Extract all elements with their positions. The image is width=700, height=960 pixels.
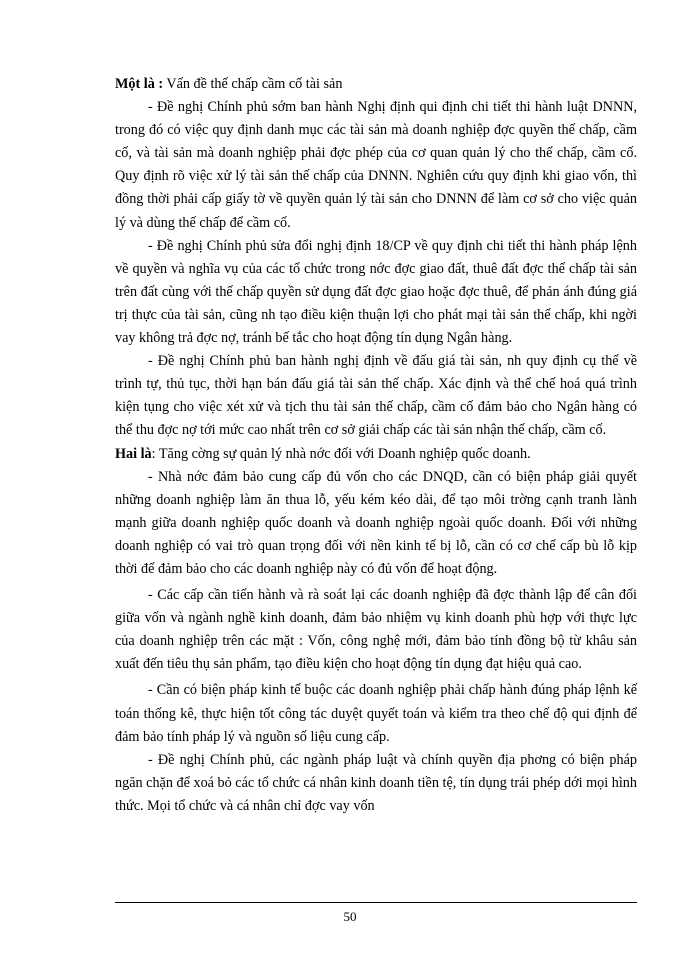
paragraph: - Đề nghị Chính phủ sớm ban hành Nghị định qui định chi tiết thi hành luật DNNN, trong đó có việc quy định danh mục các tài sản mà doanh nghiệp đợc quyền thế chấp, cầm cố, và tài sản mà doanh nghiệp phải đợc phép của cơ quan quản lý cho thế chấp, cầm cố. Quy định rõ việc xử lý tài sản thế chấp của DNNN. Nghiên cứu quy định khi giao vốn, thì đồng thời phải cấp giấy tờ về quyền quản lý tài sản cho DNNN để làm cơ sở cho việc quản lý và dùng thế chấp để cầm cố. [115,99,637,231]
paragraph: - Các cấp cần tiến hành và rà soát lại các doanh nghiệp đã đợc thành lập để cân đối giữa vốn và ngành nghề kinh doanh, đảm bảo nhiệm vụ kinh doanh phù hợp với thực lực của doanh nghiệp trên các mặt : Vốn, công nghệ mới, đảm bảo tính đồng bộ từ khâu sản xuất đến tiêu thụ sản phẩm, tạo điều kiện cho hoạt động tín dụng đạt hiệu quả cao. [115,587,637,673]
page-number: 50 [343,909,357,924]
paragraph: - Cần có biện pháp kinh tế buộc các doanh nghiệp phải chấp hành đúng pháp lệnh kế toán thống kê, thực hiện tốt công tác duyệt quyết toán và kiểm tra theo chế độ qui định để đảm bảo tính pháp lý và nguồn số liệu cung cấp. [115,682,637,745]
section-label: Hai là [115,445,152,462]
paragraph: - Đề nghị Chính phủ sửa đổi nghị định 18/CP về quy định chi tiết thi hành pháp lệnh về quyền và nghĩa vụ của các tổ chức trong nớc đợc giao đất, thuê đất đợc thế chấp tài sản trên đất cùng với thế chấp quyền sử dụng đất đợc giao hoặc đợc thuê, để phản ánh đúng giá trị thực của tài sản, cũng nh tạo điều kiện thuận lợi cho phát mại tài sản thế chấp, khi ngời vay không trả đợc nợ, tránh bế tắc cho hoạt động tín dụng Ngân hàng. [115,237,637,347]
footer-divider [115,902,637,903]
section-heading [115,73,637,96]
section-heading [115,443,637,466]
page-body [115,73,637,818]
paragraph: - Đề nghị Chính phủ, các ngành pháp luật và chính quyền địa phơng có biện pháp ngăn chặn để xoá bỏ các tổ chức cá nhân kinh doanh tiền tệ, tín dụng trái phép dới mọi hình thức. Mọi tổ chức và cá nhân chỉ đợc vay vốn [115,751,637,814]
section-title: : Tăng cờng sự quản lý nhà nớc đối với Doanh nghiệp quốc doanh. [151,445,531,462]
section-label: Một là : [115,76,164,92]
section-title: Vấn đề thế chấp cầm cố tài sản [163,76,343,92]
paragraph: - Nhà nớc đảm bảo cung cấp đủ vốn cho các DNQD, cần có biện pháp giải quyết những doanh nghiệp làm ăn thua lỗ, yếu kém kéo dài, để tạo môi trờng cạnh tranh lành mạnh giữa doanh nghiệp quốc doanh và doanh nghiệp ngoài quốc doanh. Đối với những doanh nghiệp có vai trò quan trọng đối với nền kinh tế bị lỗ, cần có cơ chế cấp bù lỗ kịp thời để đảm bảo cho các doanh nghiệp này có đủ vốn để hoạt động. [115,468,637,577]
paragraph: - Đề nghị Chính phủ ban hành nghị định về đấu giá tài sản, nh quy định cụ thể về trình tự, thủ tục, thời hạn bán đấu giá tài sản thế chấp. Xác định và thể chế hoá quá trình kiện tụng cho việc xét xử và tịch thu tài sản thế chấp, cầm cố đảm bảo cho Ngân hàng có thể thu đợc nợ tới mức cao nhất trên cơ sở giải chấp các tài sản nhận thế chấp, cầm cố. [115,353,637,439]
